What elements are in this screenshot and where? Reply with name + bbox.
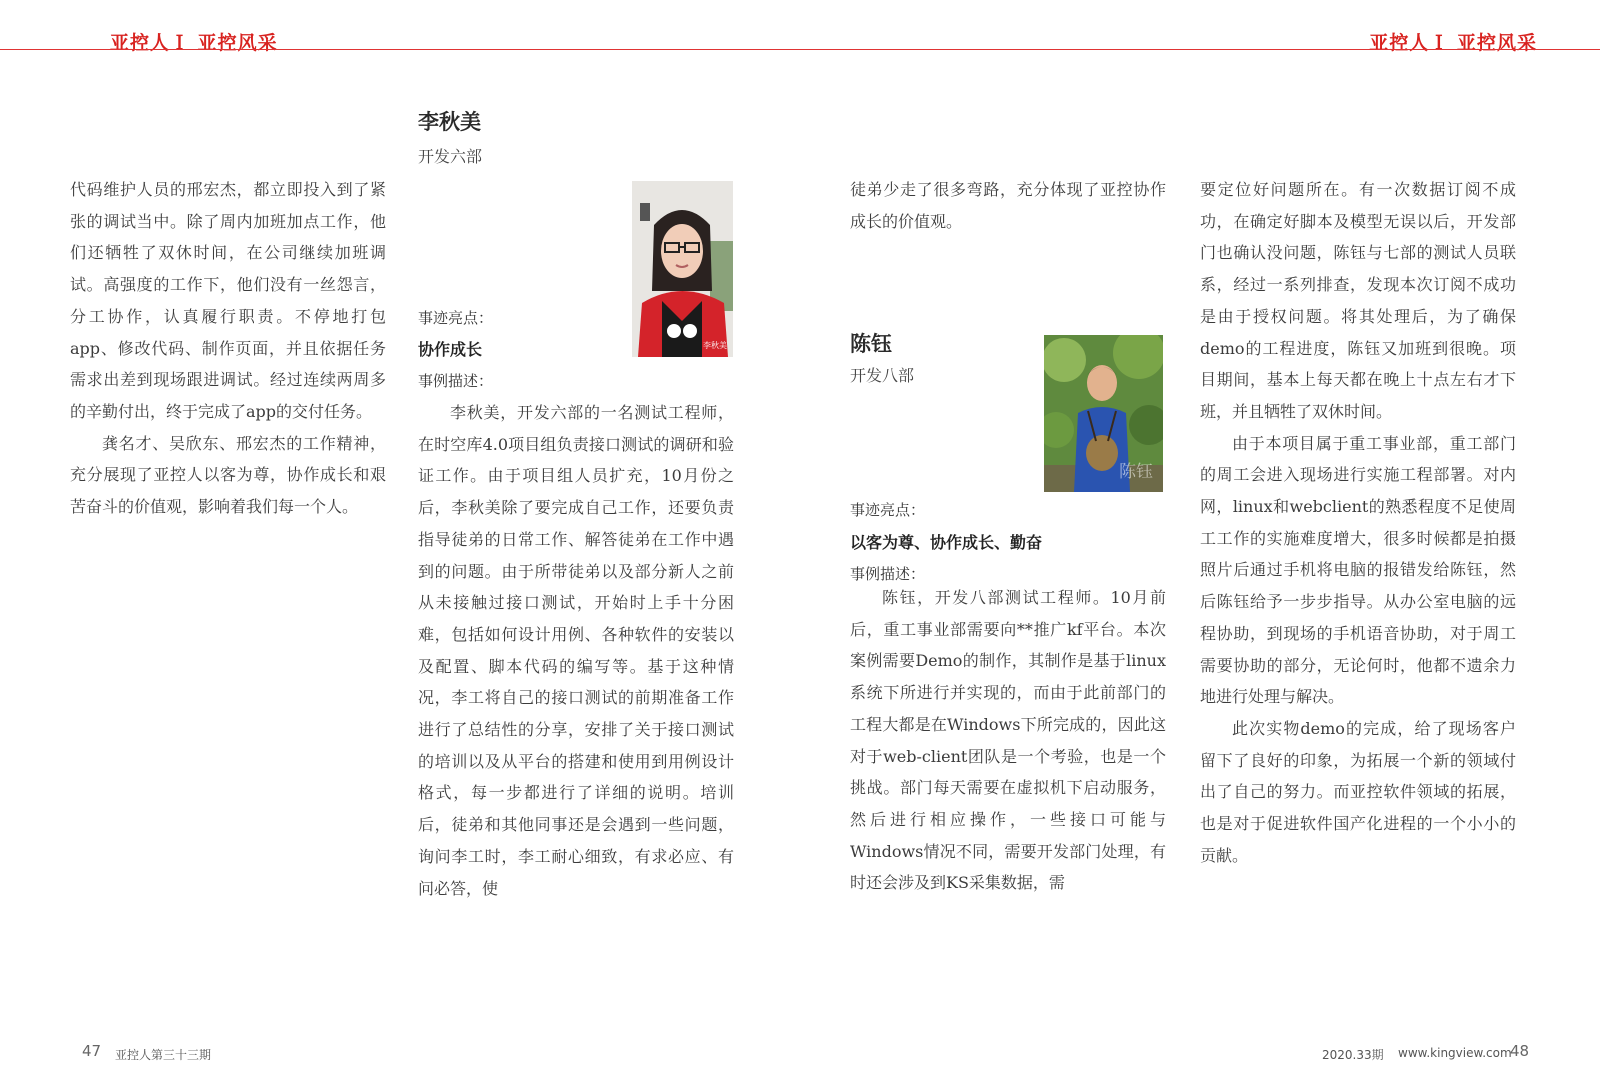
header-divider [0, 49, 1600, 50]
right-page-column-1-top [850, 174, 1166, 237]
header-right-title: 亚控人Ｉ 亚控风采 [1369, 32, 1537, 54]
person2-photo [1044, 335, 1163, 492]
person2-dept: 开发八部 [850, 366, 915, 385]
person2-desc-label: 事例描述： [850, 565, 926, 583]
person1-paragraph: 李秋美，开发六部的一名测试工程师，在时空库4.0项目组负责接口测试的调研和验证工作。由于项目组人员扩充，10月份之后，李秋美除了要完成自己工作，还要负责指导徒弟的日常工作、解答徒弟在工作中遇到的问题。由于所带徒弟以及部分新人之前从未接触过接口测试，开始时上手十分困难，包括如何设计用例、各种软件的安装以及配置、脚本代码的编写等。基于这种情况，李工将自己的接口测试的前期准备工作进行了总结性的分享，安排了关于接口测试的培训以及从平台的搭建和使用到用例设计格式，每一步都进行了详细的说明。培训后，徒弟和其他同事还是会遇到一些问题，询问李工时，李工耐心细致，有求必应、有问必答，使 [418, 403, 734, 898]
footer-left-page-number: 47 [82, 1042, 102, 1060]
footer-right-page-number: 48 [1510, 1042, 1530, 1060]
person1-portrait-image [632, 181, 733, 357]
person2-highlight-label: 事迹亮点： [850, 501, 926, 519]
person2-description [850, 582, 1166, 899]
footer-right-site: www.kingview.com [1398, 1046, 1512, 1060]
right-page-column-2 [1200, 174, 1516, 871]
col3-top-paragraph: 徒弟少走了很多弯路，充分体现了亚控协作成长的价值观。 [850, 180, 1166, 231]
col1-paragraph-1: 代码维护人员的邢宏杰，都立即投入到了紧张的调试当中。除了周内加班加点工作，他们还牺牲了双休时间，在公司继续加班调试。高强度的工作下，他们没有一丝怨言，分工协作，认真履行职责。不停地打包app、修改代码、制作页面，并且依据任务需求出差到现场跟进调试。经过连续两周多的辛勤付出，终于完成了app的交付任务。 [70, 180, 386, 421]
person1-highlight-label: 事迹亮点： [418, 309, 494, 327]
person2-highlight: 以客为尊、协作成长、勤奋 [850, 533, 1043, 552]
person1-name: 李秋美 [418, 110, 481, 134]
footer-right-issue: 2020.33期 [1322, 1048, 1384, 1062]
person1-desc-label: 事例描述： [418, 372, 494, 390]
header-left-title: 亚控人Ｉ 亚控风采 [110, 32, 278, 54]
footer-left-text: 亚控人第三十三期 [115, 1048, 212, 1062]
person2-name: 陈钰 [850, 332, 892, 356]
person1-description [418, 397, 734, 904]
col4-paragraph-3: 此次实物demo的完成，给了现场客户留下了良好的印象，为拓展一个新的领域付出了自己的努力。而亚控软件领域的拓展，也是对于促进软件国产化进程的一个小小的贡献。 [1200, 718, 1516, 865]
col4-paragraph-1: 要定位好问题所在。有一次数据订阅不成功，在确定好脚本及模型无误以后，开发部门也确认没问题，陈钰与七部的测试人员联系，经过一系列排查，发现本次订阅不成功是由于授权问题。将其处理后，为了确保demo的工程进度，陈钰又加班到很晚。项目期间，基本上每天都在晚上十点左右才下班，并且牺牲了双休时间。 [1200, 180, 1516, 421]
person1-highlight: 协作成长 [418, 340, 483, 359]
person1-photo [632, 181, 733, 357]
person2-paragraph: 陈钰，开发八部测试工程师。10月前后，重工事业部需要向**推广kf平台。本次案例需要Demo的制作，其制作是基于linux系统下所进行并实现的，而由于此前部门的工程大都是在Windows下所完成的，因此这对于web-client团队是一个考验，也是一个挑战。部门每天需要在虚拟机下启动服务，然后进行相应操作，一些接口可能与Windows情况不同，需要开发部门处理，有时还会涉及到KS采集数据，需 [850, 588, 1166, 893]
col4-paragraph-2: 由于本项目属于重工事业部，重工部门的周工会进入现场进行实施工程部署。对内网，linux和webclient的熟悉程度不足使周工工作的实施难度增大，很多时候都是拍摄照片后通过手机将电脑的报错发给陈钰，然后陈钰给予一步步指导。从办公室电脑的远程协助，到现场的手机语音协助，对于周工需要协助的部分，无论何时，他都不遗余力地进行处理与解决。 [1200, 433, 1516, 707]
person1-dept: 开发六部 [418, 147, 483, 166]
person1-photo-caption: 李秋美 [703, 341, 727, 350]
left-page-column-1 [70, 174, 386, 523]
person2-photo-caption: 陈钰 [1119, 462, 1153, 482]
col1-paragraph-2: 龚名才、吴欣东、邢宏杰的工作精神，充分展现了亚控人以客为尊，协作成长和艰苦奋斗的价值观，影响着我们每一个人。 [70, 433, 386, 517]
